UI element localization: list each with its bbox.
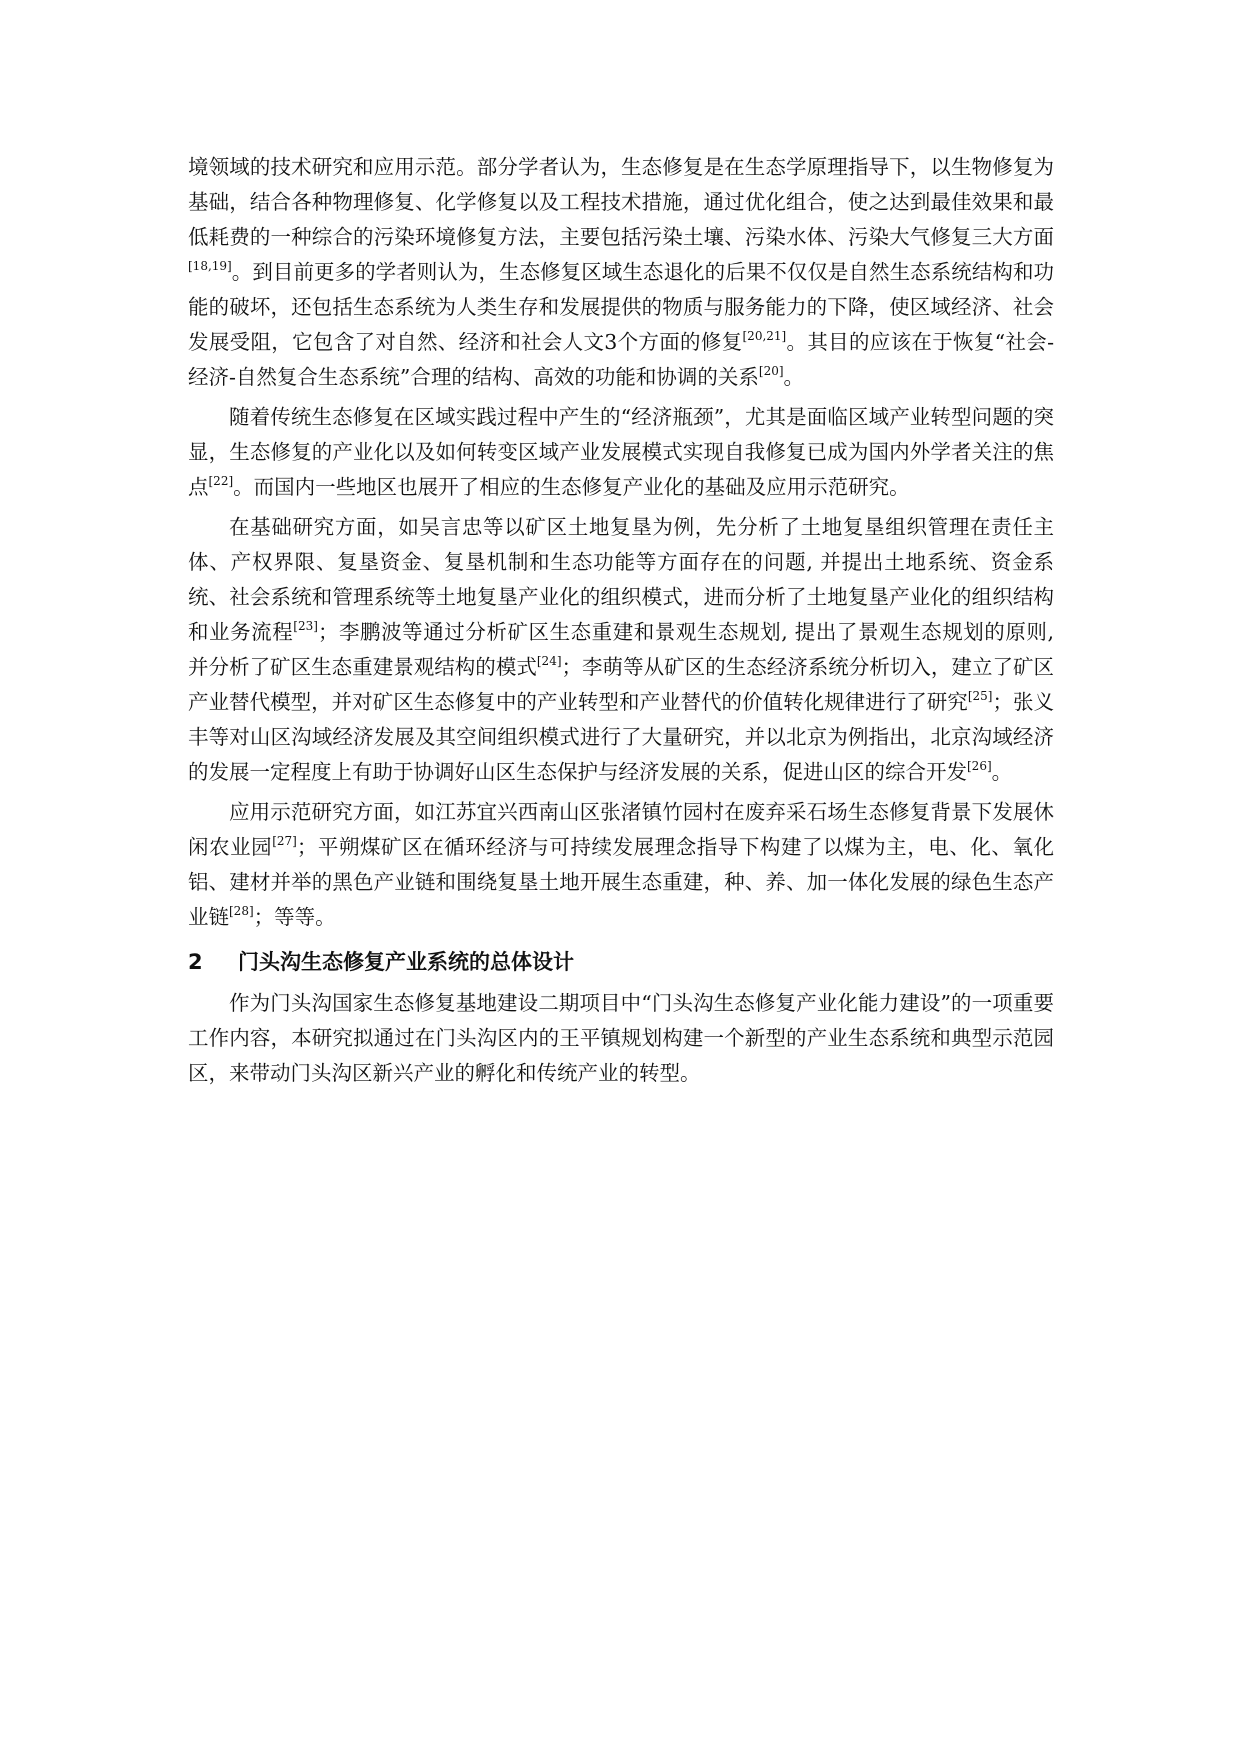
citation-ref: [24] <box>536 654 562 669</box>
text-run: 境领域的技术研究和应用示范。部分学者认为，生态修复是在生态学原理指导下，以生物修复为基础，结合各种物理修复、化学修复以及工程技术措施，通过优化组合，使之达到最佳效果和最低耗费的一种综合的污染环境修复方法，主要包括污染土壤、污染水体、污染大气修复三大方面 <box>188 155 1054 249</box>
text-run: 。而国内一些地区也展开了相应的生态修复产业化的基础及应用示范研究。 <box>233 475 910 499</box>
text-run: ；李萌等从矿区的生态经济系统分析切入，建立了矿区产业替代模型，并对矿区生态修复中的产业转型和产业替代的价值转化规律进行了研究 <box>188 655 1055 714</box>
text-run: 在基础研究方面，如吴言忠等以矿区土地复垦为例，先分析了土地复垦组织管理在责任主体、产权界限、复垦资金、复垦机制和生态功能等方面存在的问题, 并提出土地系统、资金系统、社会系统和管理系统等土地复垦产业化的组织模式，进而分析了土地复垦产业化的组织结构和业务流程 <box>188 515 1054 644</box>
citation-ref: [20,21] <box>742 329 787 344</box>
text-run: ；张义丰等对山区沟域经济发展及其空间组织模式进行了大量研究，并以北京为例指出，北京沟域经济的发展一定程度上有助于协调好山区生态保护与经济发展的关系，促进山区的综合开发 <box>188 690 1055 784</box>
text-run: 。 <box>783 365 805 389</box>
citation-ref: [28] <box>229 904 254 919</box>
text-run: ；等等。 <box>253 905 336 929</box>
text-run: 。 <box>991 760 1013 784</box>
citation-ref: [20] <box>758 364 784 379</box>
text-run: ；李鹏波等通过分析矿区生态重建和景观生态规划, 提出了景观生态规划的原则, 并分析了矿区生态重建景观结构的模式 <box>188 620 1054 679</box>
citation-ref: [18,19] <box>188 259 232 274</box>
section-title: 门头沟生态修复产业系统的总体设计 <box>238 950 574 974</box>
text-run: 。到目前更多的学者则认为，生态修复区域生态退化的后果不仅仅是自然生态系统结构和功能的破坏，还包括生态系统为人类生存和发展提供的物质与服务能力的下降，使区域经济、社会发展受阻，它包含了对自然、经济和社会人文3个方面的修复 <box>188 260 1054 354</box>
paragraph-p2 <box>188 400 1054 505</box>
body-text-before-heading <box>188 150 1054 935</box>
paragraph-p5 <box>188 986 1054 1091</box>
text-run: 。其目的应该在于恢复“社会-经济-自然复合生态系统”合理的结构、高效的功能和协调的关系 <box>188 330 1055 389</box>
text-run: 随着传统生态修复在区域实践过程中产生的“经济瓶颈”，尤其是面临区域产业转型问题的突显，生态修复的产业化以及如何转变区域产业发展模式实现自我修复已成为国内外学者关注的焦点 <box>188 405 1054 499</box>
text-run: 应用示范研究方面，如江苏宜兴西南山区张渚镇竹园村在废弃采石场生态修复背景下发展休闲农业园 <box>188 800 1054 859</box>
section-number: 2 <box>188 950 203 974</box>
paragraph-p4 <box>188 795 1054 935</box>
citation-ref: [23] <box>293 619 318 634</box>
paragraph-p1 <box>188 150 1054 395</box>
document-page <box>188 150 1054 1091</box>
citation-ref: [22] <box>208 474 234 489</box>
text-run: ；平朔煤矿区在循环经济与可持续发展理念指导下构建了以煤为主，电、化、氧化铝、建材并举的黑色产业链和围绕复垦土地开展生态重建，种、养、加一体化发展的绿色生态产业链 <box>188 835 1055 929</box>
citation-ref: [27] <box>272 834 297 849</box>
citation-ref: [25] <box>967 689 993 704</box>
section-heading <box>188 944 1054 980</box>
body-text-after-heading <box>188 986 1054 1091</box>
citation-ref: [26] <box>967 759 992 774</box>
paragraph-p3 <box>188 510 1054 790</box>
text-run: 作为门头沟国家生态修复基地建设二期项目中“门头沟生态修复产业化能力建设”的一项重要工作内容，本研究拟通过在门头沟区内的王平镇规划构建一个新型的产业生态系统和典型示范园区，来带动门头沟区新兴产业的孵化和传统产业的转型。 <box>188 991 1054 1085</box>
